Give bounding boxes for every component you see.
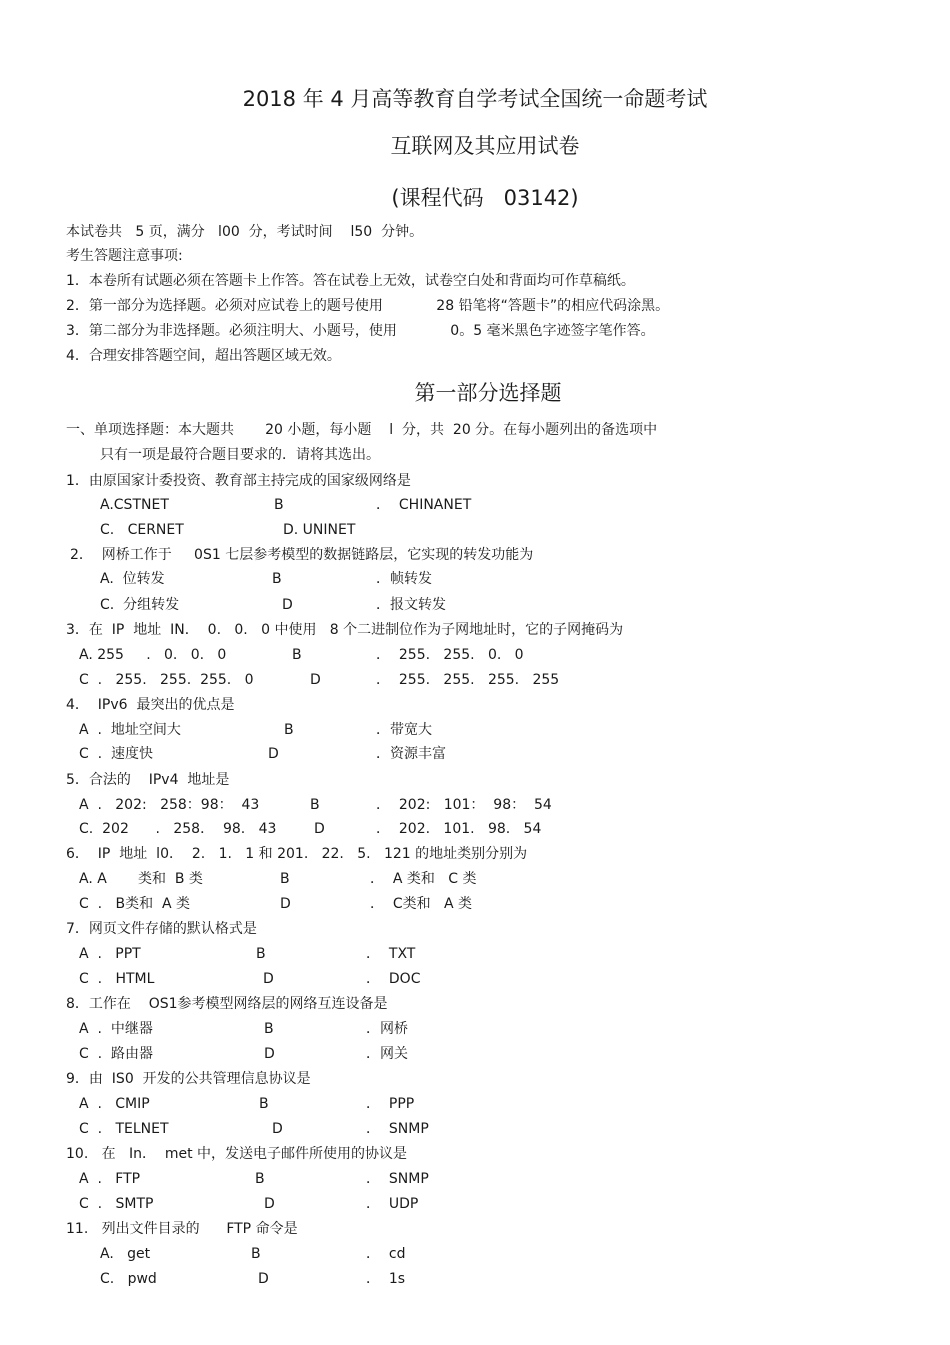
option-b-label: B	[274, 497, 284, 513]
option-b: ． SNMP	[366, 1171, 429, 1187]
option-a: A . PPT	[79, 946, 141, 962]
option-d: ． 1s	[366, 1271, 406, 1287]
option-d-label: D	[268, 746, 279, 762]
option-c: C. 分组转发	[100, 597, 180, 613]
instruction-line: 一、单项选择题：本大题共 20 小题，每小题 l 分，共 20 分。在每小题列出的备选项中	[66, 422, 658, 438]
option-c: C. CERNET	[100, 522, 184, 538]
option-b: ． A 类和 C 类	[370, 871, 477, 887]
option-c: C. 202 . 258． 98. 43	[79, 821, 277, 837]
note-line: 1．本卷所有试题必须在答题卡上作答。答在试卷上无效，试卷空白处和背面均可作草稿纸。	[66, 273, 635, 289]
option-d: D. UNINET	[283, 522, 356, 538]
option-a: A. A 类和 B 类	[79, 871, 203, 887]
option-d: ． C类和 A 类	[370, 896, 473, 912]
option-d-label: D	[280, 896, 291, 912]
question-stem: 3．在 IP 地址 IN． 0. 0. 0 中使用 8 个二进制位作为子网地址时，它的子网掩码为	[66, 622, 624, 638]
option-c: C . 速度快	[79, 746, 154, 762]
option-d-label: D	[272, 1121, 283, 1137]
option-a: A. get	[100, 1246, 151, 1262]
option-b-label: B	[259, 1096, 269, 1112]
option-c: C . B类和 A 类	[79, 896, 191, 912]
option-b-label: B	[251, 1246, 261, 1262]
course-code: (课程代码 03142)	[391, 186, 579, 210]
option-b: ． cd	[366, 1246, 406, 1262]
option-c: C. pwd	[100, 1271, 157, 1287]
option-b-label: B	[292, 647, 302, 663]
question-stem: 6． IP 地址 l0． 2. 1. 1 和 201. 22. 5. 121 的地址类别分别为	[66, 846, 528, 862]
option-a: A . FTP	[79, 1171, 141, 1187]
option-b: ．网桥	[366, 1021, 408, 1037]
option-a: A. 位转发	[100, 571, 165, 587]
option-d-label: D	[258, 1271, 269, 1287]
option-b-label: B	[272, 571, 282, 587]
question-stem: 9．由 IS0 开发的公共管理信息协议是	[66, 1071, 311, 1087]
option-a: A . CMIP	[79, 1096, 150, 1112]
option-d-label: D	[310, 672, 321, 688]
note-line: 考生答题注意事项:	[66, 248, 183, 264]
question-stem: 8．工作在 OS1参考模型网络层的网络互连设备是	[66, 996, 388, 1012]
option-b-label: B	[284, 722, 294, 738]
option-d: ． SNMP	[366, 1121, 429, 1137]
option-b: ． 255. 255. 0. 0	[376, 647, 524, 663]
question-stem: 10. 在 In． met 中，发送电子邮件所使用的协议是	[66, 1146, 408, 1162]
option-b: ． PPP	[366, 1096, 415, 1112]
option-b-label: B	[310, 797, 320, 813]
note-line: 2．第一部分为选择题。必须对应试卷上的题号使用 28 铅笔将“答题卡”的相应代码涂黑。	[66, 298, 670, 314]
option-d-label: D	[264, 1046, 275, 1062]
option-c: C . HTML	[79, 971, 155, 987]
option-c: C . 255. 255. 255. 0	[79, 672, 254, 688]
question-stem: 4． IPv6 最突出的优点是	[66, 697, 235, 713]
option-d-label: D	[314, 821, 325, 837]
option-b-label: B	[280, 871, 290, 887]
option-b-label: B	[255, 1171, 265, 1187]
option-d-label: D	[264, 1196, 275, 1212]
question-stem: 11. 列出文件目录的 FTP 命令是	[66, 1221, 298, 1237]
paper-subject-title: 互联网及其应用试卷	[390, 134, 580, 158]
note-line: 3．第二部分为非选择题。必须注明大、小题号，使用 0。5 毫米黑色字迹签字笔作答。	[66, 323, 655, 339]
option-d: ． 255. 255. 255. 255	[376, 672, 560, 688]
option-a: A. 255 . 0. 0. 0	[79, 647, 227, 663]
option-c: C . SMTP	[79, 1196, 154, 1212]
question-stem: 7．网页文件存储的默认格式是	[66, 921, 257, 937]
note-line: 本试卷共 5 页，满分 l00 分，考试时间 l50 分钟。	[66, 224, 424, 240]
question-stem: 2． 网桥工作于 0S1 七层参考模型的数据链路层，它实现的转发功能为	[70, 547, 534, 563]
option-b: ．帧转发	[376, 571, 432, 587]
option-b: ． CHINANET	[376, 497, 472, 513]
option-b-label: B	[264, 1021, 274, 1037]
instruction-line: 只有一项是最符合题目要求的．请将其选出。	[100, 447, 380, 463]
option-b: ． 202: 101： 98： 54	[376, 797, 552, 813]
option-b: ．带宽大	[376, 722, 432, 738]
option-d-label: D	[263, 971, 274, 987]
option-c: C . TELNET	[79, 1121, 169, 1137]
option-d: ． 202. 101. 98. 54	[376, 821, 542, 837]
option-a: A . 202: 258：98： 43	[79, 797, 260, 813]
option-d: ．报文转发	[376, 597, 446, 613]
note-line: 4．合理安排答题空间，超出答题区域无效。	[66, 348, 341, 364]
option-d-label: D	[282, 597, 293, 613]
part1-title: 第一部分选择题	[414, 381, 562, 405]
option-b: ． TXT	[366, 946, 416, 962]
option-a: A . 中继器	[79, 1021, 153, 1037]
question-stem: 1．由原国家计委投资、教育部主持完成的国家级网络是	[66, 473, 411, 489]
option-b-label: B	[256, 946, 266, 962]
option-a: A . 地址空间大	[79, 722, 181, 738]
exam-title: 2018 年 4 月高等教育自学考试全国统一命题考试	[242, 87, 708, 111]
option-c: C . 路由器	[79, 1046, 154, 1062]
option-a: A.CSTNET	[100, 497, 169, 513]
question-stem: 5．合法的 IPv4 地址是	[66, 772, 230, 788]
option-d: ． UDP	[366, 1196, 419, 1212]
option-d: ．资源丰富	[376, 746, 446, 762]
option-d: ． DOC	[366, 971, 421, 987]
option-d: ．网关	[366, 1046, 408, 1062]
